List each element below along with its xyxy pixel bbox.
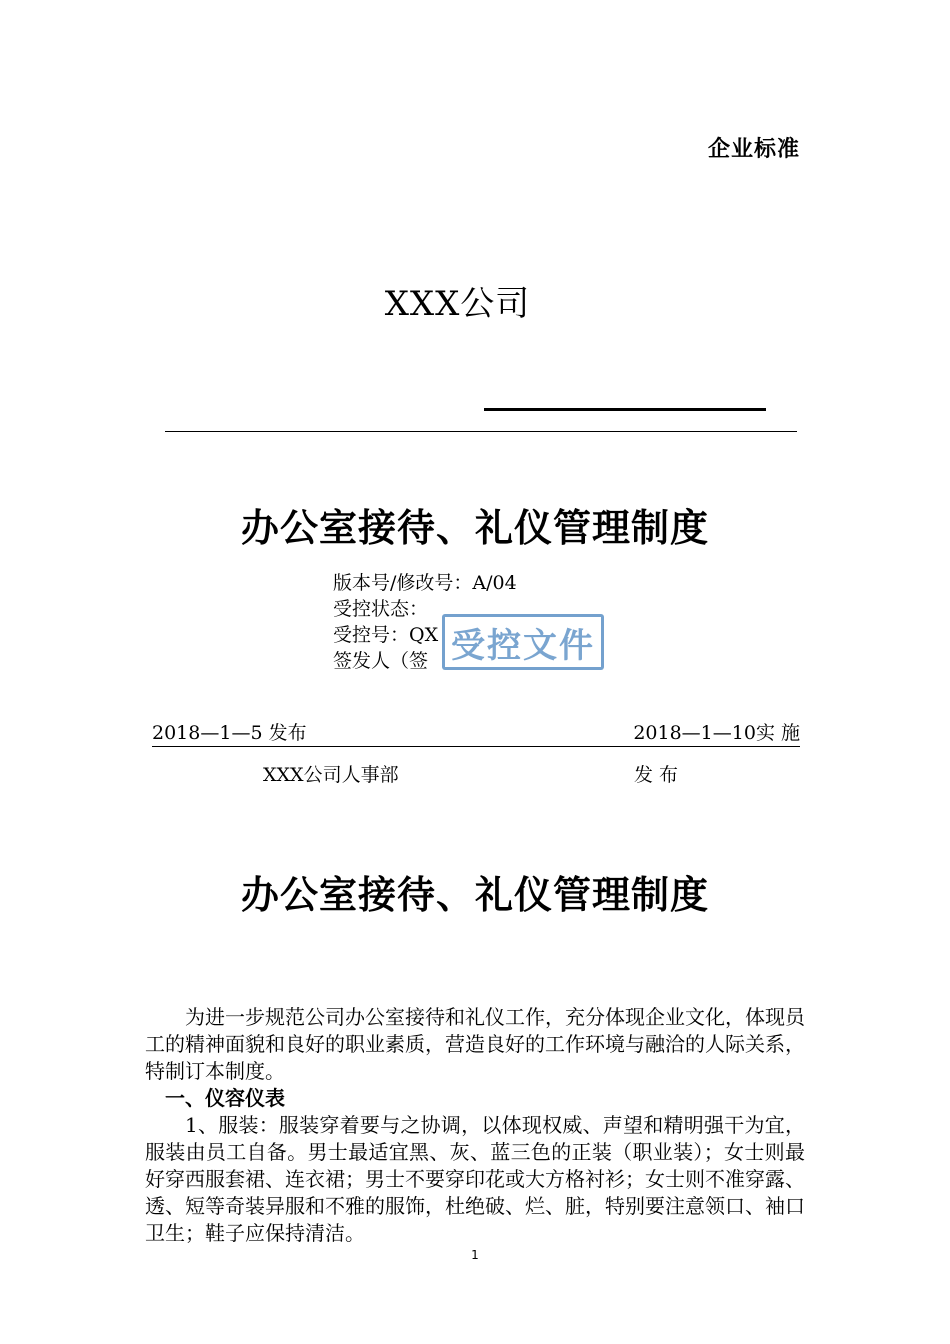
controlled-document-stamp: 受控文件 xyxy=(442,614,604,670)
content-title: 办公室接待、礼仪管理制度 xyxy=(240,873,709,917)
clothing-paragraph: 1、服装：服装穿着要与之协调，以体现权威、声望和精明强干为宜，服装由员工自备。男士最适宜黑、灰、蓝三色的正装（职业装）；女士则最好穿西服套裙、连衣裙；男士不要穿印花或大方格衬衫；女士则不准穿露、透、短等奇装异服和不雅的服饰，杜绝破、烂、脏，特别要注意领口、袖口卫生；鞋子应保持清洁。 xyxy=(145,1113,805,1245)
issuing-department: XXX公司人事部 xyxy=(263,764,399,786)
standard-label: 企业标准 xyxy=(707,137,800,162)
document-body xyxy=(145,1004,805,1247)
bold-rule xyxy=(484,408,766,411)
company-name: XXX公司 xyxy=(384,284,531,324)
issue-action: 发 布 xyxy=(634,764,679,786)
control-number-line: 受控号：QX xyxy=(333,624,439,646)
issuer-line: 签发人（签 xyxy=(333,650,429,672)
effective-date: 2018—1—10实 施 xyxy=(633,722,800,744)
version-line: 版本号/修改号：A/04 xyxy=(333,572,517,594)
intro-paragraph: 为进一步规范公司办公室接待和礼仪工作，充分体现企业文化，体现员工的精神面貌和良好的职业素质，营造良好的工作环境与融洽的人际关系，特制订本制度。 xyxy=(145,1005,805,1083)
date-row xyxy=(152,720,800,747)
control-status-line: 受控状态： xyxy=(333,598,429,620)
page-number: 1 xyxy=(471,1248,479,1262)
publish-date: 2018—1—5 发布 xyxy=(152,722,307,744)
section-heading: 一、仪容仪表 xyxy=(165,1086,285,1110)
document-title: 办公室接待、礼仪管理制度 xyxy=(240,506,709,550)
thin-rule xyxy=(165,431,797,432)
